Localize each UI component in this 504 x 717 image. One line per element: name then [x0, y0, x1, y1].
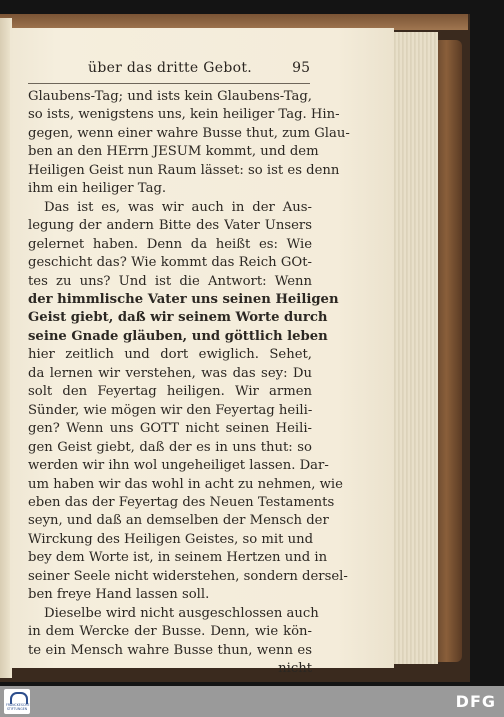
text-line: seine Gnade gläuben, und göttlich leben: [28, 328, 328, 344]
page-header: [80, 60, 310, 82]
text-line: so ists, wenigstens uns, kein heiliger Tag. Hin-: [28, 107, 340, 123]
text-line: Das ist es, was wir auch in der Aus-: [44, 199, 312, 215]
logo-text: FRANCKESCHE STIFTUNGEN: [6, 703, 30, 711]
text-line: gen? Wenn uns GOTT nicht seinen Heili-: [28, 421, 312, 437]
header-rule: [28, 83, 310, 84]
text-line: Glaubens-Tag; und ists kein Glaubens-Tag,: [28, 89, 312, 104]
text-line: geschicht das? Wie kommt das Reich GOt-: [28, 255, 312, 271]
text-line: werden wir ihn wol ungeheiliget lassen. Dar-: [28, 458, 329, 474]
text-line: um haben wir das wohl in acht zu nehmen, wie: [28, 476, 343, 492]
text-line: gen Geist giebt, daß der es in uns thut: so: [28, 439, 312, 455]
text-line: tes zu uns? Und ist die Antwort: Wenn: [28, 273, 312, 289]
viewer-footer-bar: [0, 686, 504, 717]
text-line: Geist giebt, daß wir seinem Worte durch: [28, 310, 328, 326]
text-line: solt den Feyertag heiligen. Wir armen: [28, 384, 312, 400]
text-line: Sünder, wie mögen wir den Feyertag heili-: [28, 402, 313, 418]
text-line: seiner Seele nicht widerstehen, sondern dersel-: [28, 568, 348, 584]
body-text: [28, 88, 350, 679]
page-number: 95: [292, 60, 310, 76]
page-fore-edge: [392, 32, 438, 664]
text-line: der himmlische Vater uns seinen Heiligen: [28, 291, 339, 307]
text-line: te ein Mensch wahre Busse thun, wenn es: [28, 642, 312, 658]
catchword: nicht: [278, 661, 312, 677]
running-head: über das dritte Gebot.: [88, 60, 253, 76]
book-cover-edge: [436, 40, 462, 662]
institution-logo[interactable]: [4, 689, 30, 714]
text-line: gelernet haben. Denn da heißt es: Wie: [28, 236, 312, 252]
text-line: Wirckung des Heiligen Geistes, so mit und: [28, 531, 314, 547]
text-line: bey dem Worte ist, in seinem Hertzen und in: [28, 550, 328, 566]
text-line: da lernen wir verstehen, was das sey: Du: [28, 365, 312, 381]
text-line: seyn, und daß an demselben der Mensch der: [28, 513, 329, 529]
text-line: hier zeitlich und dort ewiglich. Sehet,: [28, 347, 312, 363]
dfg-logo[interactable]: DFG: [455, 692, 496, 711]
text-line: ihm ein heiliger Tag.: [28, 181, 167, 197]
text-line: ben an den HErrn JESUM kommt, und dem: [28, 144, 319, 160]
text-line: Dieselbe wird nicht ausgeschlossen auch: [44, 605, 319, 621]
text-line: in dem Wercke der Busse. Denn, wie kön-: [28, 624, 312, 640]
text-line: ben freye Hand lassen soll.: [28, 587, 210, 603]
text-line: gegen, wenn einer wahre Busse thut, zum Glau-: [28, 125, 350, 141]
text-line: legung der andern Bitte des Vater Unsers: [28, 218, 312, 234]
text-line: Heiligen Geist nun Raum lässet: so ist es denn: [28, 162, 340, 178]
text-line: eben das der Feyertag des Neuen Testaments: [28, 494, 335, 510]
